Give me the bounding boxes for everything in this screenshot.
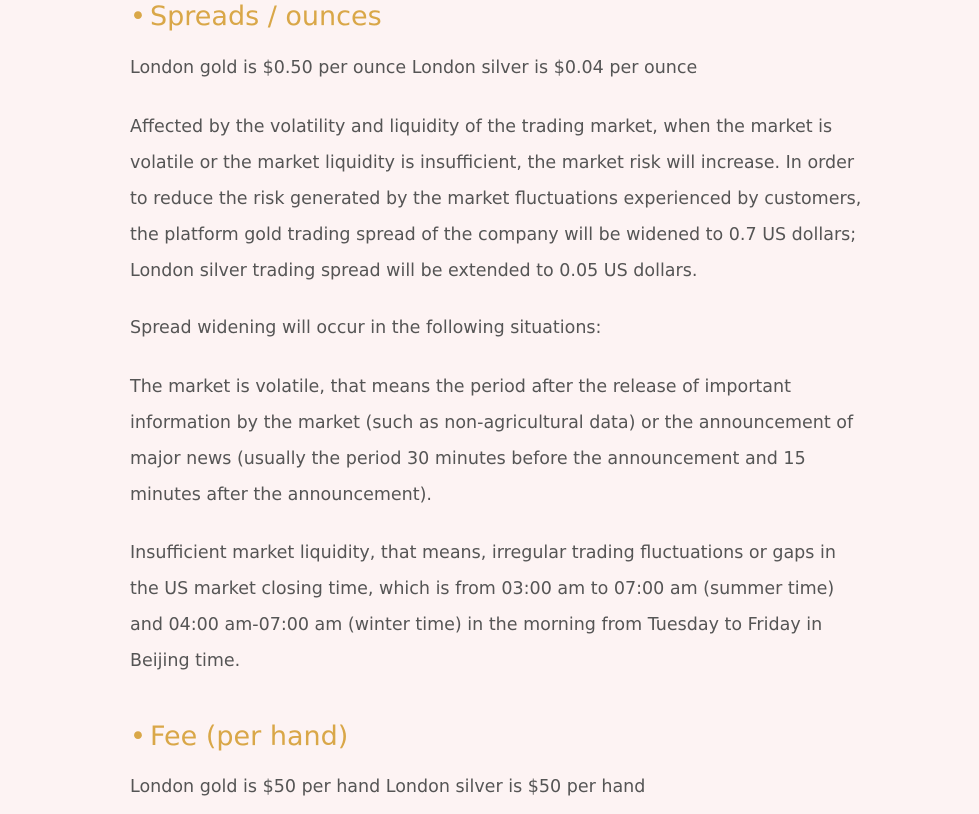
section-heading-fee — [130, 720, 348, 754]
paragraph-spread-values: London gold is $0.50 per ounce London silver is $0.04 per ounce — [130, 58, 698, 78]
section-heading-spreads — [130, 0, 382, 34]
bullet-icon: • — [130, 721, 146, 752]
paragraph-market-volatile: The market is volatile, that means the period after the release of important information by the market (such as non-agricultural data) or the announcement of major news (usually the period 30 minutes before the announcement and 15 minutes after the announcement). — [130, 377, 854, 505]
paragraph-spread-widening-explanation: Affected by the volatility and liquidity of the trading market, when the market is volatile or the market liquidity is insufficient, the market risk will increase. In order to reduce the risk generated by the market fluctuations experienced by customers, the platform gold trading spread of the company will be widened to 0.7 US dollars; London silver trading spread will be extended to 0.05 US dollars. — [130, 117, 862, 281]
paragraph-insufficient-liquidity: Insufficient market liquidity, that means, irregular trading fluctuations or gaps in the US market closing time, which is from 03:00 am to 07:00 am (summer time) and 04:00 am-07:00 am (winter time) in the morning from Tuesday to Friday in Beijing time. — [130, 543, 836, 671]
section-heading-text: Fee (per hand) — [150, 721, 349, 752]
section-heading-text: Spreads / ounces — [150, 1, 382, 32]
paragraph-spread-situations-intro: Spread widening will occur in the following situations: — [130, 318, 602, 338]
bullet-icon: • — [130, 1, 146, 32]
paragraph-fee-values: London gold is $50 per hand London silver is $50 per hand — [130, 777, 646, 797]
